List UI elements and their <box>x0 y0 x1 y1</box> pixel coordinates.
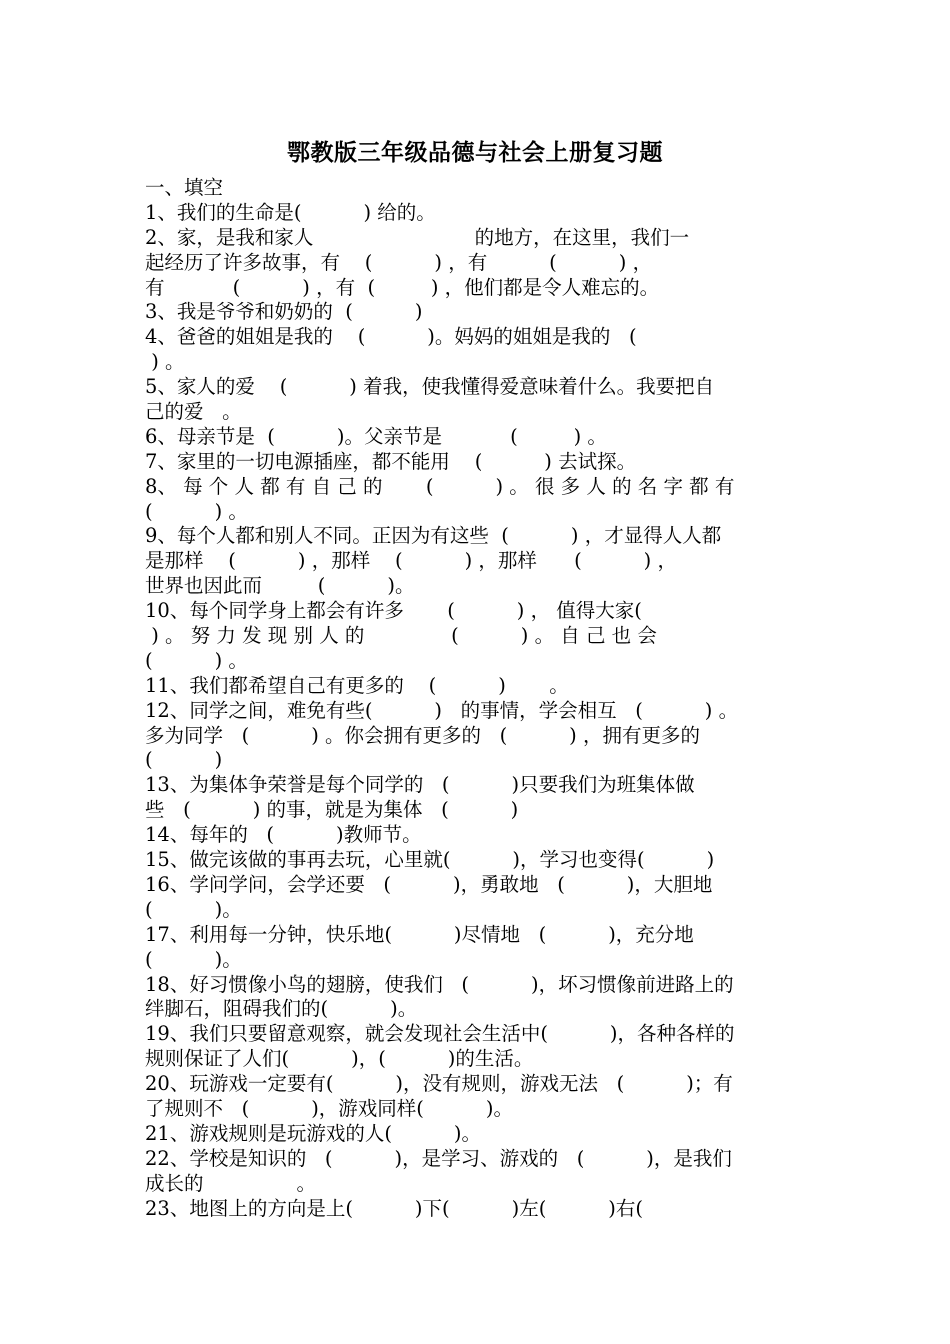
text-line: 有 ( ) ，有 ( ) ，他们都是令人难忘的。 <box>145 275 660 299</box>
text-line: 世界也因此而 ( )。 <box>145 574 415 598</box>
text-line: ( )。 <box>145 897 242 921</box>
text-line: 了规则不 ( )，游戏同样( )。 <box>145 1096 513 1120</box>
text-line: 14、每年的 ( )教师节。 <box>145 823 422 847</box>
text-line: 17、利用每一分钟，快乐地( )尽情地 ( )，充分地 <box>145 922 694 946</box>
text-line: 10、每个同学身上都会有许多 ( ) ， 值得大家( <box>145 599 642 623</box>
text-line: 是那样 ( ) ，那样 ( ) ，那样 ( ) ， <box>145 549 677 573</box>
text-line: 7、家里的一切电源插座，都不能用 ( ) 去试探。 <box>145 449 637 473</box>
text-line: 22、学校是知识的 ( )，是学习、游戏的 ( )，是我们 <box>145 1146 732 1170</box>
text-line: 19、我们只要留意观察，就会发现社会生活中( )，各种各样的 <box>145 1022 735 1046</box>
text-line: 12、同学之间，难免有些( ) 的事情，学会相互 ( ) 。 <box>145 698 739 722</box>
text-line: 2、家，是我和家人 的地方，在这里，我们一 <box>145 225 690 249</box>
text-line: 13、为集体争荣誉是每个同学的 ( )只要我们为班集体做 <box>145 773 695 797</box>
text-line: 8、 每 个 人 都 有 自 己 的 ( ) 。 很 多 人 的 名 字 都 有 <box>145 474 735 498</box>
text-line: ) 。 <box>145 350 185 374</box>
text-line: 18、好习惯像小鸟的翅膀，使我们 ( )，坏习惯像前进路上的 <box>145 972 734 996</box>
text-line: 4、爸爸的姐姐是我的 ( )。妈妈的姐姐是我的 ( <box>145 325 637 349</box>
text-line: 1、我们的生命是( ) 给的。 <box>145 200 436 224</box>
text-line: 9、每个人都和别人不同。正因为有这些 ( ) ，才显得人人都 <box>145 524 722 548</box>
text-line: 23、地图上的方向是上( )下( )左( )右( <box>145 1196 644 1220</box>
text-line: 3、我是爷爷和奶奶的 ( ) <box>145 300 423 324</box>
text-line: ( ) <box>145 748 223 772</box>
text-line: ( ) 。 <box>145 648 248 672</box>
text-line: 6、母亲节是 ( )。父亲节是 ( ) 。 <box>145 424 607 448</box>
text-line: 己的爱 。 <box>145 400 242 424</box>
document-title: 鄂教版三年级品德与社会上册复习题 <box>287 139 663 166</box>
text-line: 规则保证了人们( )，( )的生活。 <box>145 1047 534 1071</box>
text-line: 5、家人的爱 ( ) 着我，使我懂得爱意味着什么。我要把自 <box>145 375 715 399</box>
text-line: 多为同学 ( ) 。你会拥有更多的 ( ) ，拥有更多的 <box>145 723 700 747</box>
text-line: ( )。 <box>145 947 242 971</box>
text-line: 些 ( ) 的事，就是为集体 ( ) <box>145 798 519 822</box>
text-line: 20、玩游戏一定要有( )，没有规则，游戏无法 ( )；有 <box>145 1072 733 1096</box>
text-line: 21、游戏规则是玩游戏的人( )。 <box>145 1121 482 1145</box>
text-line: ( ) 。 <box>145 499 248 523</box>
text-line: 起经历了许多故事，有 ( ) ，有 ( ) ， <box>145 250 653 274</box>
text-line: 一、填空 <box>145 176 224 199</box>
text-line: 绊脚石，阻碍我们的( )。 <box>145 997 418 1021</box>
document-body <box>145 176 810 1221</box>
text-line: 16、学问学问，会学还要 ( )，勇敢地 ( )，大胆地 <box>145 872 713 896</box>
text-line: 11、我们都希望自己有更多的 ( ) 。 <box>145 673 569 697</box>
text-line: 15、做完该做的事再去玩，心里就( )，学习也变得( ) <box>145 848 715 872</box>
text-line: ) 。 努 力 发 现 别 人 的 ( ) 。 自 己 也 会 <box>145 624 657 648</box>
text-line: 成长的 。 <box>145 1171 316 1195</box>
